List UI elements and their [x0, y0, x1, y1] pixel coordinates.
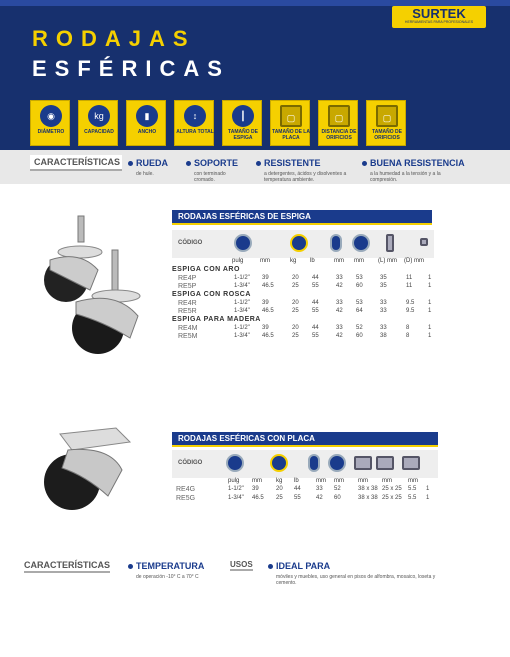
table-cell: 64	[356, 308, 363, 314]
ancho-icon	[330, 234, 342, 252]
table1-code-label: CÓDIGO	[178, 240, 203, 246]
table-cell: 33	[380, 308, 387, 314]
placa-icon: ▢	[280, 105, 302, 127]
table-cell: 1	[426, 486, 430, 492]
table-cell: RE4M	[178, 325, 198, 332]
table-cell: 39	[252, 486, 259, 492]
header-banner	[0, 0, 510, 150]
table-cell: 33	[380, 300, 387, 306]
table1-title: RODAJAS ESFÉRICAS DE ESPIGA	[172, 210, 432, 223]
table-cell: 38 x 38	[358, 495, 378, 501]
table-cell: 46.5	[252, 495, 264, 501]
bullet-icon	[268, 564, 273, 569]
table-cell: 11	[406, 275, 413, 281]
table-cell: RE4P	[178, 275, 197, 282]
table-cell: 11	[406, 283, 413, 289]
table-cell: 46.5	[262, 308, 274, 314]
table-cell: 53	[356, 275, 363, 281]
table-cell: 52	[334, 486, 341, 492]
ancho-tile	[126, 100, 166, 146]
placa-tile	[270, 100, 310, 146]
table-cell: 44	[312, 300, 319, 306]
table-cell: 39	[262, 275, 269, 281]
table-cell: RE4R	[178, 300, 197, 307]
table-cell: 9.5	[406, 300, 415, 306]
table-cell: 1-1/2"	[228, 486, 244, 492]
unit-label: lb	[294, 478, 299, 484]
altura-tile	[174, 100, 214, 146]
table-cell: 1-3/4"	[228, 495, 244, 501]
unit-label: (L) mm	[378, 258, 397, 264]
placa-icon	[354, 456, 372, 470]
feature-item	[256, 153, 360, 183]
bullet-icon	[362, 161, 367, 166]
table-cell: 42	[336, 308, 343, 314]
feature-item	[128, 153, 188, 177]
icon-label: ALTURA TOTAL	[176, 129, 214, 135]
orificios-tile	[318, 100, 358, 146]
temperatura-title: TEMPERATURA	[136, 561, 205, 571]
feature-desc: a detergentes, ácidos y disolventes a temperatura ambiente.	[264, 171, 347, 183]
unit-label: mm	[334, 478, 344, 484]
table-cell: 20	[292, 275, 299, 281]
table-cell: 38 x 38	[358, 486, 378, 492]
icon-label: CAPACIDAD	[84, 129, 114, 135]
table-cell: 1	[426, 495, 430, 501]
table-cell: 33	[336, 300, 343, 306]
table-cell: 42	[336, 283, 343, 289]
unit-label: mm	[260, 258, 270, 264]
table-cell: 55	[312, 333, 319, 339]
table-cell: 1	[428, 333, 432, 339]
table-cell: 33	[316, 486, 323, 492]
bullet-icon	[128, 564, 133, 569]
orificio-icon: ▢	[376, 105, 398, 127]
diametro-icon	[226, 454, 244, 472]
table-cell: 60	[356, 283, 363, 289]
ideal-feature	[268, 556, 436, 586]
table-cell: 1-1/2"	[234, 325, 250, 331]
unit-label: kg	[290, 258, 297, 264]
table2-code-label: CÓDIGO	[178, 460, 203, 466]
icon-label: TAMAÑO DE ESPIGA	[228, 129, 258, 141]
table1-group-heading: ESPIGA CON ROSCA	[172, 291, 251, 298]
diametro-tile	[30, 100, 70, 146]
table-cell: 25	[292, 283, 299, 289]
orificio-tile	[366, 100, 406, 146]
brand-tagline: HERRAMIENTAS PARA PROFESIONALES	[404, 20, 474, 24]
table2-title: RODAJAS ESFÉRICAS CON PLACA	[172, 432, 438, 445]
table-cell: 38	[380, 333, 387, 339]
table-cell: 55	[312, 283, 319, 289]
table-cell: 33	[336, 325, 343, 331]
unit-label: mm	[334, 258, 344, 264]
feature-title: SOPORTE	[194, 158, 239, 168]
table-cell: 1-1/2"	[234, 300, 250, 306]
table1-header	[172, 230, 434, 258]
feature-title: BUENA RESISTENCIA	[370, 158, 465, 168]
table-cell: 1	[428, 308, 432, 314]
title-line2: ESFÉRICAS	[32, 56, 230, 81]
unit-label: lb	[310, 258, 315, 264]
altura-icon	[328, 454, 346, 472]
bullet-icon	[186, 161, 191, 166]
espiga-icon	[386, 234, 394, 252]
table1-group-heading: ESPIGA CON ARO	[172, 266, 240, 273]
unit-label: mm	[382, 478, 392, 484]
capacidad-icon	[290, 234, 308, 252]
table-cell: 33	[380, 325, 387, 331]
table-cell: 20	[292, 300, 299, 306]
table-cell: 1-1/2"	[234, 275, 250, 281]
feature-desc: a la humedad a la tensión y a la compresión.	[370, 171, 441, 183]
altura-icon	[352, 234, 370, 252]
table-cell: 44	[312, 275, 319, 281]
table-cell: 39	[262, 300, 269, 306]
table-cell: 25 x 25	[382, 495, 402, 501]
icon-label: DIÁMETRO	[37, 129, 65, 135]
feature-title: RUEDA	[136, 158, 169, 168]
unit-label: mm	[252, 478, 262, 484]
table-cell: 9.5	[406, 308, 415, 314]
table-cell: 25	[292, 333, 299, 339]
table1-group-heading: ESPIGA PARA MADERA	[172, 316, 261, 323]
table-cell: 5.5	[408, 495, 417, 501]
expand-icon	[420, 238, 428, 246]
table-cell: 1-3/4"	[234, 308, 250, 314]
table-cell: 52	[356, 325, 363, 331]
ideal-desc: móviles y muebles, uso general en pisos de alfombra, mosaico, loseta y cemento.	[276, 574, 436, 586]
unit-label: mm	[354, 258, 364, 264]
table-cell: RE5P	[178, 283, 197, 290]
icon-label: TAMAÑO DE LA PLACA	[272, 129, 310, 141]
table-cell: 1	[428, 300, 432, 306]
table-cell: 44	[294, 486, 301, 492]
table-cell: 25 x 25	[382, 486, 402, 492]
title-line1: RODAJAS	[32, 26, 196, 51]
capacidad-icon: kg	[88, 105, 110, 127]
espiga-tile	[222, 100, 262, 146]
ideal-title: IDEAL PARA	[276, 561, 331, 571]
table-cell: 1	[428, 275, 432, 281]
feature-item	[186, 153, 246, 183]
orificios-icon	[376, 456, 394, 470]
table-cell: 25	[292, 308, 299, 314]
icon-label: DISTANCIA DE ORIFICIOS	[321, 129, 357, 141]
table-cell: 20	[276, 486, 283, 492]
icon-label: TAMAÑO DE ORIFICIOS	[372, 129, 402, 141]
table-cell: RE5G	[176, 495, 196, 502]
table-cell: 60	[356, 333, 363, 339]
temperatura-desc: de operación -10° C a 70° C	[136, 574, 199, 580]
usos-label: USOS	[230, 560, 253, 569]
table-cell: 35	[380, 283, 387, 289]
table-cell: 8	[406, 325, 410, 331]
bullet-icon	[256, 161, 261, 166]
table-cell: 46.5	[262, 283, 274, 289]
table-cell: 42	[316, 495, 323, 501]
capacidad-icon	[270, 454, 288, 472]
unit-label: mm	[316, 478, 326, 484]
placa-caster-image	[26, 420, 136, 520]
table-cell: 44	[312, 325, 319, 331]
table-cell: 1-3/4"	[234, 283, 250, 289]
table-cell: 42	[336, 333, 343, 339]
features-label: CARACTERÍSTICAS	[30, 155, 122, 171]
unit-label: pulg	[232, 258, 244, 264]
table-cell: RE4G	[176, 486, 196, 493]
table-cell: RE5R	[178, 308, 197, 315]
diametro-icon: ◉	[40, 105, 62, 127]
table-cell: RE5M	[178, 333, 198, 340]
bottom-features-label: CARACTERÍSTICAS	[24, 560, 110, 573]
table-cell: 55	[312, 308, 319, 314]
table-cell: 55	[294, 495, 301, 501]
unit-label: mm	[408, 478, 418, 484]
ancho-icon	[308, 454, 320, 472]
temperatura-feature	[128, 556, 232, 580]
diametro-icon	[234, 234, 252, 252]
table-cell: 20	[292, 325, 299, 331]
table-cell: 39	[262, 325, 269, 331]
brand-logo: SURTEK	[392, 6, 486, 28]
unit-label: mm	[358, 478, 368, 484]
table-cell: 5.5	[408, 486, 417, 492]
orificios-icon: ▢	[328, 105, 350, 127]
feature-desc: de hule.	[136, 171, 154, 177]
table-cell: 1	[428, 283, 432, 289]
table-cell: 46.5	[262, 333, 274, 339]
espiga-caster-image	[20, 210, 150, 360]
table-cell: 25	[276, 495, 283, 501]
unit-label: (D) mm	[404, 258, 424, 264]
ancho-icon: ▮	[136, 105, 158, 127]
table-cell: 53	[356, 300, 363, 306]
table-cell: 60	[334, 495, 341, 501]
orificio-icon	[402, 456, 420, 470]
unit-label: kg	[276, 478, 283, 484]
espiga-icon: ┃	[232, 105, 254, 127]
feature-title: RESISTENTE	[264, 158, 321, 168]
table-cell: 1	[428, 325, 432, 331]
table-cell: 1-3/4"	[234, 333, 250, 339]
table-cell: 8	[406, 333, 410, 339]
icon-label: ANCHO	[137, 129, 157, 135]
feature-item	[362, 153, 466, 183]
altura-icon: ↕	[184, 105, 206, 127]
feature-desc: con terminado cromado.	[194, 171, 226, 183]
table-cell: 33	[336, 275, 343, 281]
table-cell: 35	[380, 275, 387, 281]
table2-header	[172, 450, 438, 478]
bullet-icon	[128, 161, 133, 166]
unit-label: pulg	[228, 478, 240, 484]
capacidad-tile	[78, 100, 118, 146]
